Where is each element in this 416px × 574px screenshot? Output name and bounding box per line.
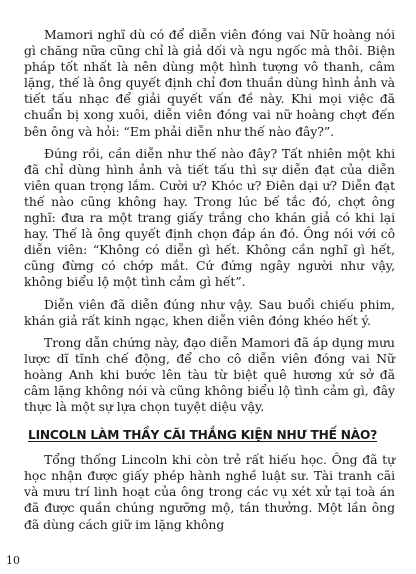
page-number: 10 — [6, 554, 20, 567]
paragraph-2: Đúng rồi, cần diễn như thế nào đây? Tất nhiên một khi đã chỉ dùng hình ảnh và tiết tấu thì sự diễn đạt của diễn viên quan trọng lắm. Cười ư? Khóc ư? Điên dại ư? Diễn đạt thế nào cũng không hay. Trong lúc bế tắc đó, chợt ông nghĩ: đưa ra một trang giấy trắng cho khán giả có khi lại hay. Thế là ông quyết định chọn đáp án đó. Ông nói với cô diễn viên: “Không có diễn gì hết. Không cần nghĩ gì hết, cũng đừng có chớp mắt. Cứ đứng ngây người như vậy, không biểu lộ một tình cảm gì hết”. — [24, 145, 395, 290]
section-heading: LINCOLN LÀM THẦY CÃI THẮNG KIỆN NHƯ THẾ NÀO? — [28, 428, 378, 443]
paragraph-3: Diễn viên đã diễn đúng như vậy. Sau buổi chiếu phim, khán giả rất kinh ngạc, khen diễn viên đóng khéo hết ý. — [24, 296, 395, 328]
paragraph-4: Trong dẫn chứng này, đạo diễn Mamori đã áp dụng mưu lược dĩ tĩnh chế động, để cho cô diễn viên đóng vai Nữ hoàng Anh khi bước lên tàu từ biệt quê hương xứ sở đã câm lặng không nói và cũng không biểu lộ tình cảm gì, đây thực là một sự lựa chọn tuyệt diệu vậy. — [24, 334, 395, 415]
page-body — [24, 27, 395, 533]
paragraph-1: Mamori nghĩ dù có để diễn viên đóng vai Nữ hoàng nói gì chăng nữa cũng chỉ là giả dối và ngu ngốc mà thôi. Biện pháp tốt nhất là nên dùng một hình tượng vô thanh, câm lặng, thế là ông quyết định chỉ đơn thuần dùng hình ảnh và tiết tấu nhạc để giải quyết vấn đề này. Khi mọi việc đã chuẩn bị xong xuôi, diễn viên đóng vai nữ hoàng chợt đến bên ông và hỏi: “Em phải diễn như thế nào đây?”. — [24, 27, 395, 139]
section-paragraph: Tổng thống Lincoln khi còn trẻ rất hiếu học. Ông đã tự học nhận được giấy phép hành nghề luật sư. Tài tranh cãi và mưu trí linh hoạt của ông trong các vụ xét xử tại toà án đã được quần chúng ngưỡng mộ, tán thưởng. Một lần ông đã dùng cách giữ im lặng không — [24, 452, 395, 532]
